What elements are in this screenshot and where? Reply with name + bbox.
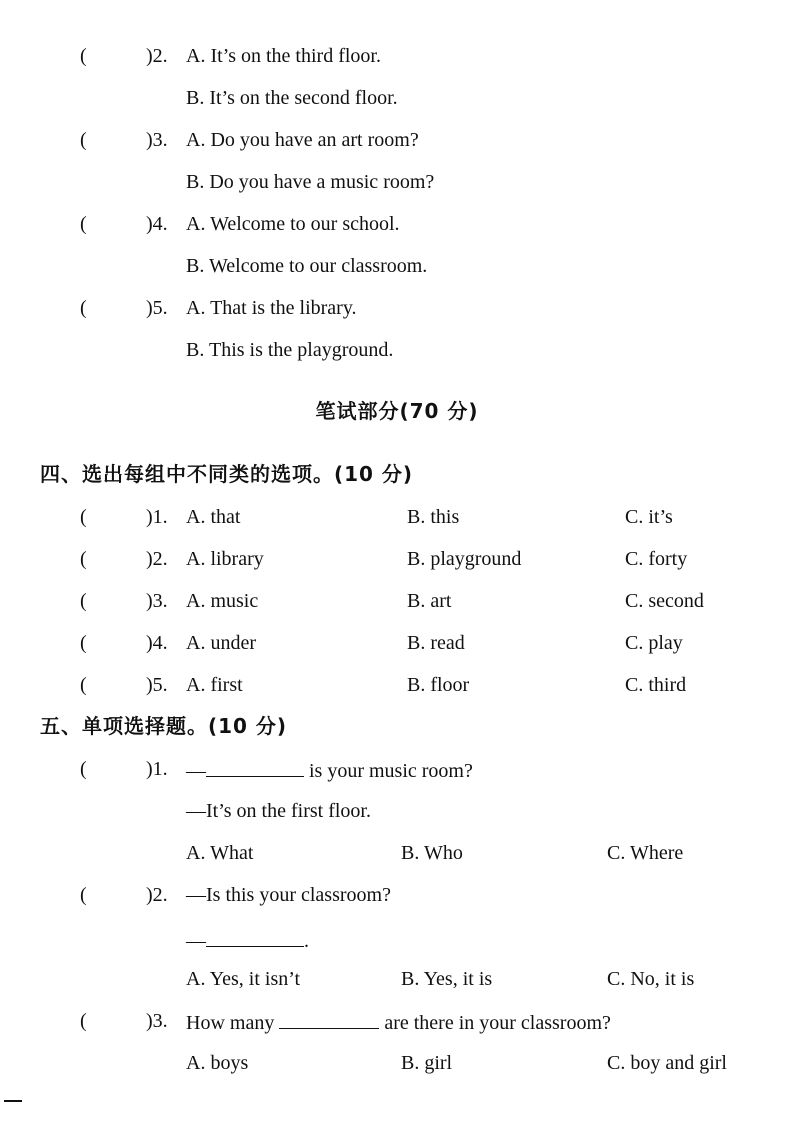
period: . (304, 930, 309, 952)
section4-item-3 (0, 586, 794, 616)
question-start: How many (186, 1012, 280, 1034)
item-number: )3. (146, 129, 168, 151)
item-number: )3. (146, 1010, 168, 1032)
section4-item-5 (0, 670, 794, 700)
option-b: B. playground (407, 548, 522, 570)
question-text (186, 1006, 611, 1038)
answer-blank[interactable] (206, 754, 304, 777)
item-number: )4. (146, 632, 168, 654)
option-a: A. that (186, 506, 241, 528)
listening-item-4 (0, 209, 794, 239)
item-number: )2. (146, 884, 168, 906)
question-rest: is your music room? (304, 760, 473, 782)
section5-q3 (0, 1006, 794, 1036)
option-b: B. Do you have a music room? (186, 171, 435, 193)
option-b: B. girl (401, 1052, 453, 1074)
option-a: A. It’s on the third floor. (186, 45, 381, 67)
page-edge-mark (4, 1100, 22, 1102)
option-a: A. under (186, 632, 256, 654)
item-number: )1. (146, 758, 168, 780)
answer-paren[interactable]: ( (80, 297, 87, 319)
question-text (186, 754, 473, 786)
written-part-title: 笔试部分(70 分) (315, 399, 479, 423)
section5-q2-response (0, 924, 794, 954)
section5-q2-options (0, 964, 794, 994)
section5-q1-answer (0, 796, 794, 826)
item-number: )1. (146, 506, 168, 528)
option-c: C. forty (625, 548, 688, 570)
option-c: C. play (625, 632, 683, 654)
section4-item-2 (0, 544, 794, 574)
section5-title: 五、单项选择题。(10 分) (40, 714, 288, 738)
section5-q1 (0, 754, 794, 784)
answer-paren[interactable]: ( (80, 632, 87, 654)
section4-item-4 (0, 628, 794, 658)
option-b: B. floor (407, 674, 470, 696)
option-c: C. it’s (625, 506, 673, 528)
item-number: )5. (146, 674, 168, 696)
answer-paren[interactable]: ( (80, 45, 87, 67)
option-c: C. Where (607, 842, 684, 864)
dash: — (186, 760, 206, 782)
option-a: A. library (186, 548, 264, 570)
section4-title: 四、选出每组中不同类的选项。(10 分) (40, 462, 414, 486)
section5-q3-options (0, 1048, 794, 1078)
answer-blank[interactable] (279, 1006, 379, 1029)
option-c: C. second (625, 590, 704, 612)
item-number: )3. (146, 590, 168, 612)
option-b: B. It’s on the second floor. (186, 87, 398, 109)
listening-item-5-b (0, 335, 794, 365)
answer-paren[interactable]: ( (80, 590, 87, 612)
option-a: A. Welcome to our school. (186, 213, 400, 235)
listening-item-5 (0, 293, 794, 323)
question-text: —Is this your classroom? (186, 884, 391, 906)
answer-paren[interactable]: ( (80, 674, 87, 696)
option-b: B. art (407, 590, 452, 612)
section5-q2 (0, 880, 794, 910)
answer-paren[interactable]: ( (80, 884, 87, 906)
option-a: A. That is the library. (186, 297, 357, 319)
answer-paren[interactable]: ( (80, 548, 87, 570)
option-a: A. music (186, 590, 259, 612)
answer-line: —It’s on the first floor. (186, 800, 371, 822)
listening-item-4-b (0, 251, 794, 281)
item-number: )4. (146, 213, 168, 235)
option-a: A. first (186, 674, 243, 696)
option-b: B. read (407, 632, 465, 654)
answer-paren[interactable]: ( (80, 506, 87, 528)
answer-paren[interactable]: ( (80, 758, 87, 780)
option-b: B. Welcome to our classroom. (186, 255, 428, 277)
item-number: )2. (146, 548, 168, 570)
listening-item-2 (0, 41, 794, 71)
listening-item-3 (0, 125, 794, 155)
listening-item-3-b (0, 167, 794, 197)
answer-paren[interactable]: ( (80, 1010, 87, 1032)
option-c: C. boy and girl (607, 1052, 727, 1074)
option-b: B. This is the playground. (186, 339, 394, 361)
answer-paren[interactable]: ( (80, 129, 87, 151)
question-rest: are there in your classroom? (379, 1012, 611, 1034)
response-text (186, 924, 309, 956)
answer-paren[interactable]: ( (80, 213, 87, 235)
option-b: B. this (407, 506, 460, 528)
item-number: )2. (146, 45, 168, 67)
option-a: A. boys (186, 1052, 249, 1074)
item-number: )5. (146, 297, 168, 319)
option-a: A. Yes, it isn’t (186, 968, 301, 990)
option-a: A. Do you have an art room? (186, 129, 419, 151)
option-a: A. What (186, 842, 254, 864)
answer-blank[interactable] (206, 924, 304, 947)
option-c: C. No, it is (607, 968, 695, 990)
section5-q1-options (0, 838, 794, 868)
dash: — (186, 930, 206, 952)
option-b: B. Who (401, 842, 463, 864)
section4-item-1 (0, 502, 794, 532)
option-b: B. Yes, it is (401, 968, 493, 990)
listening-item-2-b (0, 83, 794, 113)
option-c: C. third (625, 674, 687, 696)
